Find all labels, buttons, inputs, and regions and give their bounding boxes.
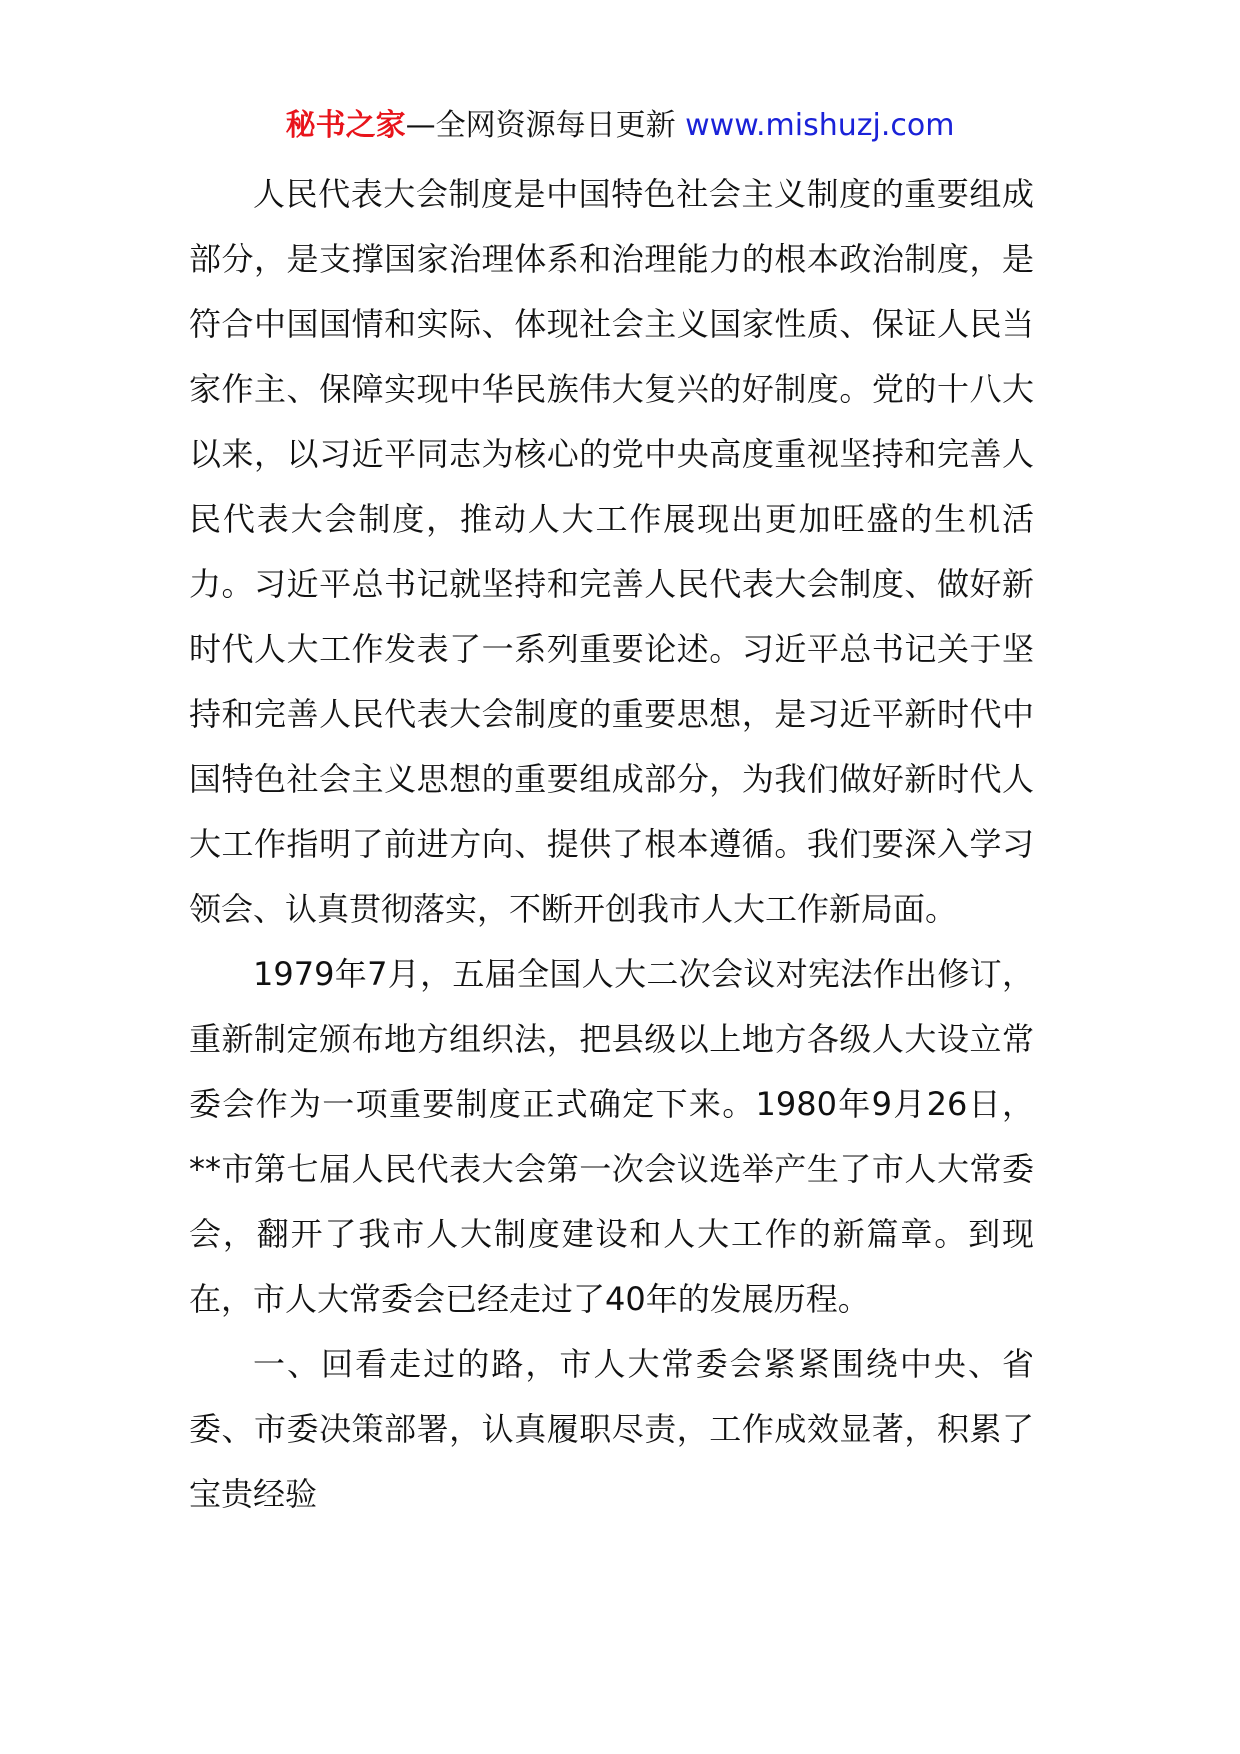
header-tagline: —全网资源每日更新 bbox=[405, 108, 686, 143]
document-body bbox=[189, 162, 1034, 1527]
site-url[interactable]: www.mishuzj.com bbox=[685, 108, 955, 143]
paragraph: 1979年7月，五届全国人大二次会议对宪法作出修订，重新制定颁布地方组织法，把县级以上地方各级人大设立常委会作为一项重要制度正式确定下来。1980年9月26日，**市第七届人民代表大会第一次会议选举产生了市人大常委会，翻开了我市人大制度建设和人大工作的新篇章。到现在，市人大常委会已经走过了40年的发展历程。 bbox=[189, 955, 1034, 1318]
watermark-header bbox=[0, 106, 1240, 146]
brand-name: 秘书之家 bbox=[285, 108, 406, 143]
paragraph: 人民代表大会制度是中国特色社会主义制度的重要组成部分，是支撑国家治理体系和治理能力的根本政治制度，是符合中国国情和实际、体现社会主义国家性质、保证人民当家作主、保障实现中华民族伟大复兴的好制度。党的十八大以来，以习近平同志为核心的党中央高度重视坚持和完善人民代表大会制度，推动人大工作展现出更加旺盛的生机活力。习近平总书记就坚持和完善人民代表大会制度、做好新时代人大工作发表了一系列重要论述。习近平总书记关于坚持和完善人民代表大会制度的重要思想，是习近平新时代中国特色社会主义思想的重要组成部分，为我们做好新时代人大工作指明了前进方向、提供了根本遵循。我们要深入学习领会、认真贯彻落实，不断开创我市人大工作新局面。 bbox=[189, 175, 1034, 928]
section-heading: 一、回看走过的路，市人大常委会紧紧围绕中央、省委、市委决策部署，认真履职尽责，工作成效显著，积累了宝贵经验 bbox=[189, 1345, 1034, 1513]
